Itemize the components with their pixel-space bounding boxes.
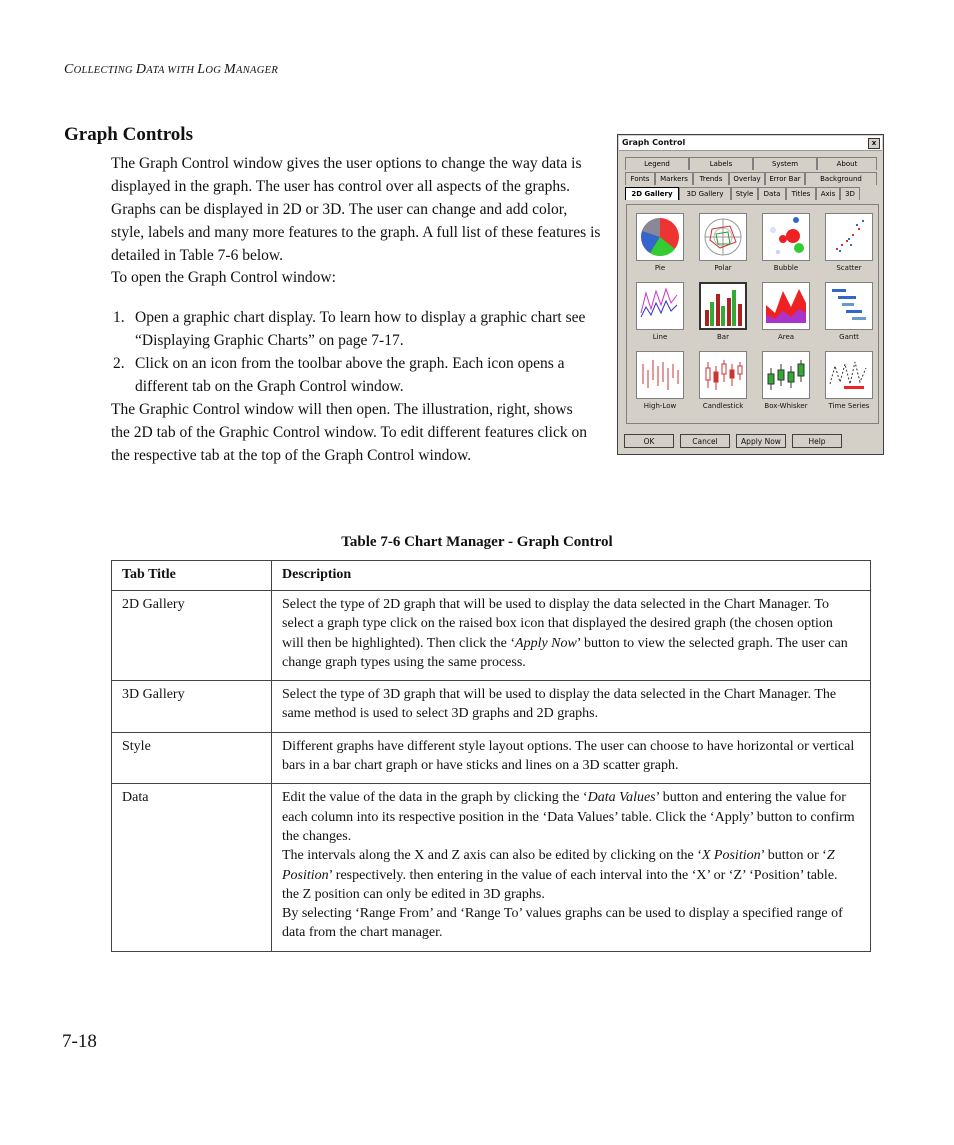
box-whisker-chart-icon[interactable]	[762, 351, 810, 399]
chart-label: Bar	[717, 333, 729, 341]
section-title: Graph Controls	[64, 124, 193, 145]
tab-3d-gallery[interactable]: 3D Gallery	[679, 187, 731, 200]
tab-titles[interactable]: Titles	[786, 187, 816, 200]
steps-list	[111, 306, 603, 398]
tab-data[interactable]: Data	[758, 187, 786, 200]
chart-label: Scatter	[836, 264, 862, 272]
description-cell: Different graphs have different style layout options. The user can choose to have horizontal or vertical bars in a bar chart graph or have sticks and lines on a 3D scatter graph.	[272, 732, 871, 784]
tab-about[interactable]: About	[817, 157, 877, 170]
table-row	[112, 591, 871, 681]
time-series-chart-icon[interactable]	[825, 351, 873, 399]
tab-title-cell: 3D Gallery	[112, 681, 272, 733]
list-item: 2. Click on an icon from the toolbar above the graph. Each icon opens a different tab on the Graph Control window.	[113, 355, 565, 395]
chart-label: Box-Whisker	[764, 402, 808, 410]
running-header: COLLECTING DATA WITH LOG MANAGER	[64, 62, 279, 77]
graph-control-table	[111, 560, 871, 952]
table-row	[112, 784, 871, 951]
tab-error-bar[interactable]: Error Bar	[765, 172, 805, 185]
tab-title-cell: Style	[112, 732, 272, 784]
tab-background[interactable]: Background	[805, 172, 877, 185]
tab-row-3	[625, 187, 860, 200]
ok-button[interactable]: OK	[624, 434, 674, 448]
tab-markers[interactable]: Markers	[655, 172, 693, 185]
area-chart-icon[interactable]	[762, 282, 810, 330]
gantt-chart-icon[interactable]	[825, 282, 873, 330]
tab-axis[interactable]: Axis	[816, 187, 840, 200]
tab-fonts[interactable]: Fonts	[625, 172, 655, 185]
list-item: 1. Open a graphic chart display. To learn how to display a graphic chart see “Displaying Graphic Charts” on page 7-17.	[113, 309, 586, 349]
bar-chart-icon[interactable]	[699, 282, 747, 330]
candlestick-chart-icon[interactable]	[699, 351, 747, 399]
chart-label: Line	[652, 333, 668, 341]
graph-control-dialog	[617, 134, 884, 455]
tab-3d[interactable]: 3D	[840, 187, 860, 200]
polar-chart-icon[interactable]	[699, 213, 747, 261]
column-header: Tab Title	[112, 561, 272, 591]
table-header-row	[112, 561, 871, 591]
tab-row-1	[625, 157, 877, 170]
bubble-chart-icon[interactable]	[762, 213, 810, 261]
apply-now-button[interactable]: Apply Now	[736, 434, 786, 448]
table-row	[112, 732, 871, 784]
close-icon[interactable]: x	[868, 138, 880, 149]
tab-trends[interactable]: Trends	[693, 172, 729, 185]
chart-label: Candlestick	[702, 402, 744, 410]
description-cell: Edit the value of the data in the graph by clicking the ‘Data Values’ button and entering the value for each column into its respective position in the ‘Data Values’ table. Click the ‘Apply’ button to confirm the changes. The intervals along the X and Z axis can also be edited by clicking on the ‘X Position’ button or ‘Z Position’ respectively. then entering in the value of each interval into the ‘X’ or ‘Z’ ‘Position’ table. the Z position can only be edited in 3D graphs. By selecting ‘Range From’ and ‘Range To’ values graphs can be used to display a specified range of data from the chart manager.	[272, 784, 871, 951]
line-chart-icon[interactable]	[636, 282, 684, 330]
column-header: Description	[272, 561, 871, 591]
cancel-button[interactable]: Cancel	[680, 434, 730, 448]
table-row	[112, 681, 871, 733]
table-caption: Table 7-6 Chart Manager - Graph Control	[341, 534, 613, 550]
scatter-chart-icon[interactable]	[825, 213, 873, 261]
tab-overlay[interactable]: Overlay	[729, 172, 765, 185]
chart-label: Gantt	[839, 333, 859, 341]
chart-label: Bubble	[773, 264, 799, 272]
pie-chart-icon[interactable]	[636, 213, 684, 261]
open-instruction: To open the Graph Control window:	[111, 269, 336, 286]
tab-system[interactable]: System	[753, 157, 817, 170]
description-cell: Select the type of 2D graph that will be used to display the data selected in the Chart Manager. To select a graph type click on the raised box icon that displayed the desired graph (the chosen option will then be highlighted). Then click the ‘Apply Now’ button to view the selected graph. The user can change graph types using the same process.	[272, 591, 871, 681]
followup-paragraph: The Graphic Control window will then open. The illustration, right, shows the 2D tab of the Graphic Control window. To edit different features click on the respective tab at the top of the Graph Control window.	[111, 401, 587, 464]
tab-style[interactable]: Style	[731, 187, 758, 200]
dialog-title: Graph Control x	[619, 136, 882, 151]
intro-paragraph: The Graph Control window gives the user options to change the way data is displayed in the graph. The user has control over all aspects of the graphs. Graphs can be displayed in 2D or 3D. The user can change and add color, style, labels and many more features to the graph. A full list of these features is detailed in Table 7-6 below.	[111, 155, 601, 264]
high-low-chart-icon[interactable]	[636, 351, 684, 399]
chart-label: Time Series	[828, 402, 870, 410]
tab-labels[interactable]: Labels	[689, 157, 753, 170]
tab-2d-gallery[interactable]: 2D Gallery	[625, 187, 679, 200]
page-number: 7-18	[62, 1031, 97, 1052]
tab-row-2	[625, 172, 877, 185]
help-button[interactable]: Help	[792, 434, 842, 448]
chart-label: Pie	[654, 264, 666, 272]
description-cell: Select the type of 3D graph that will be used to display the data selected in the Chart Manager. The same method is used to select 3D graphs and 2D graphs.	[272, 681, 871, 733]
chart-label: Area	[777, 333, 795, 341]
tab-title-cell: 2D Gallery	[112, 591, 272, 681]
tab-title-cell: Data	[112, 784, 272, 951]
tab-legend[interactable]: Legend	[625, 157, 689, 170]
chart-label: Polar	[714, 264, 732, 272]
chart-gallery	[626, 204, 879, 424]
chart-label: High-Low	[643, 402, 677, 410]
